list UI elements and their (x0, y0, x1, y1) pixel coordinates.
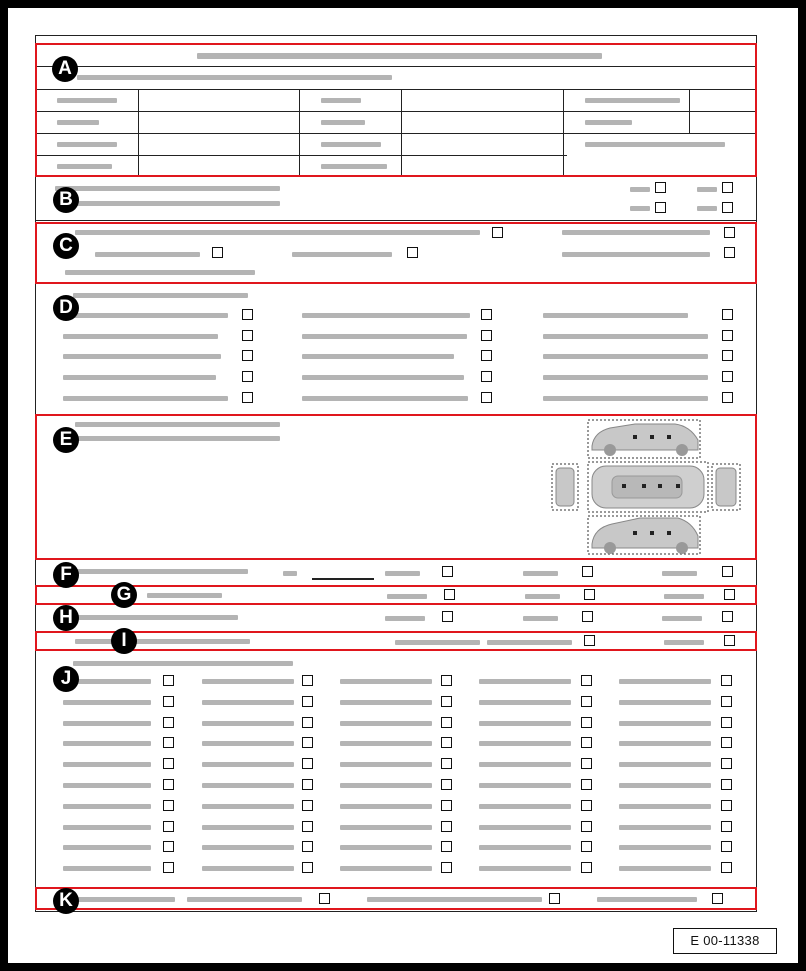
checkbox[interactable] (302, 758, 313, 769)
checkbox[interactable] (492, 227, 503, 238)
checkbox[interactable] (163, 800, 174, 811)
car-side-view-bottom (588, 516, 700, 554)
checkbox[interactable] (722, 566, 733, 577)
checkbox[interactable] (441, 800, 452, 811)
line-placeholder (619, 721, 711, 726)
line-placeholder (619, 783, 711, 788)
checkbox[interactable] (444, 589, 455, 600)
line-placeholder (619, 700, 711, 705)
checkbox[interactable] (722, 392, 733, 403)
line-placeholder (340, 804, 432, 809)
line-placeholder (479, 721, 571, 726)
line-placeholder (479, 741, 571, 746)
line-placeholder (202, 783, 294, 788)
checkbox[interactable] (442, 611, 453, 622)
checkbox[interactable] (481, 371, 492, 382)
line-placeholder (63, 721, 151, 726)
checkbox[interactable] (441, 779, 452, 790)
line-placeholder (340, 845, 432, 850)
field-label-placeholder (321, 98, 361, 103)
checkbox[interactable] (407, 247, 418, 258)
line-placeholder (619, 679, 711, 684)
line-placeholder (619, 804, 711, 809)
checkbox[interactable] (302, 675, 313, 686)
line-placeholder (63, 700, 151, 705)
checkbox[interactable] (712, 893, 723, 904)
section-a (35, 43, 757, 177)
line-placeholder (202, 825, 294, 830)
line-placeholder (202, 700, 294, 705)
line-placeholder (63, 762, 151, 767)
checkbox[interactable] (441, 675, 452, 686)
checkbox[interactable] (163, 717, 174, 728)
checkbox[interactable] (163, 821, 174, 832)
checkbox[interactable] (163, 696, 174, 707)
checkbox[interactable] (581, 800, 592, 811)
line-placeholder (479, 845, 571, 850)
checkbox[interactable] (724, 247, 735, 258)
line-placeholder (63, 783, 151, 788)
section-k (35, 887, 757, 910)
checkbox[interactable] (441, 758, 452, 769)
checkbox[interactable] (242, 371, 253, 382)
checkbox[interactable] (441, 696, 452, 707)
checkbox[interactable] (302, 696, 313, 707)
line-placeholder (202, 741, 294, 746)
checkbox[interactable] (722, 611, 733, 622)
section-f-badge: F (53, 562, 79, 588)
line-placeholder (63, 845, 151, 850)
line-placeholder (479, 825, 571, 830)
checkbox[interactable] (581, 717, 592, 728)
vehicle-damage-diagram (550, 418, 745, 556)
checkbox[interactable] (242, 309, 253, 320)
line-placeholder (63, 741, 151, 746)
field-label-placeholder (57, 120, 99, 125)
field-label-placeholder (585, 98, 680, 103)
checkbox[interactable] (655, 182, 666, 193)
checkbox[interactable] (722, 330, 733, 341)
line-placeholder (479, 804, 571, 809)
checkbox[interactable] (724, 589, 735, 600)
field-label-placeholder (321, 164, 387, 169)
checkbox[interactable] (582, 611, 593, 622)
line-placeholder (202, 866, 294, 871)
checkbox[interactable] (724, 227, 735, 238)
checkbox[interactable] (163, 841, 174, 852)
field-label-placeholder (585, 142, 725, 147)
line-placeholder (479, 783, 571, 788)
checkbox[interactable] (242, 350, 253, 361)
checkbox[interactable] (722, 350, 733, 361)
checkbox[interactable] (721, 779, 732, 790)
line-placeholder (340, 866, 432, 871)
checkbox[interactable] (722, 371, 733, 382)
line-placeholder (340, 741, 432, 746)
line-placeholder (340, 825, 432, 830)
line-placeholder (63, 804, 151, 809)
car-top-view (552, 462, 740, 512)
checkbox[interactable] (581, 821, 592, 832)
checkbox[interactable] (721, 717, 732, 728)
checkbox[interactable] (302, 717, 313, 728)
checkbox[interactable] (242, 392, 253, 403)
checkbox[interactable] (724, 635, 735, 646)
checkbox[interactable] (549, 893, 560, 904)
checkbox[interactable] (655, 202, 666, 213)
line-placeholder (202, 721, 294, 726)
line-placeholder (479, 679, 571, 684)
section-f (35, 562, 757, 584)
line-placeholder (340, 783, 432, 788)
checkbox[interactable] (302, 737, 313, 748)
line-placeholder (619, 845, 711, 850)
checkbox[interactable] (581, 862, 592, 873)
checkbox[interactable] (721, 821, 732, 832)
checkbox[interactable] (441, 841, 452, 852)
checkbox[interactable] (442, 566, 453, 577)
checkbox[interactable] (481, 330, 492, 341)
line-placeholder (63, 825, 151, 830)
line-placeholder (479, 866, 571, 871)
checkbox[interactable] (722, 202, 733, 213)
checkbox[interactable] (163, 779, 174, 790)
line-placeholder (619, 866, 711, 871)
section-k-badge: K (53, 888, 79, 914)
section-h (35, 607, 757, 629)
line-placeholder (619, 741, 711, 746)
checkbox[interactable] (584, 635, 595, 646)
checkbox[interactable] (581, 696, 592, 707)
checkbox[interactable] (302, 821, 313, 832)
field-label-placeholder (321, 120, 365, 125)
checkbox[interactable] (721, 696, 732, 707)
line-placeholder (55, 186, 280, 191)
checkbox[interactable] (319, 893, 330, 904)
line-placeholder (479, 700, 571, 705)
checkbox[interactable] (163, 758, 174, 769)
line-placeholder (619, 762, 711, 767)
line-placeholder (202, 762, 294, 767)
field-label-placeholder (57, 142, 117, 147)
checkbox[interactable] (721, 675, 732, 686)
checkbox[interactable] (481, 392, 492, 403)
line-placeholder (479, 762, 571, 767)
checkbox[interactable] (441, 737, 452, 748)
car-side-view-top (588, 420, 700, 458)
section-a-subtitle-placeholder (77, 75, 392, 80)
line-placeholder (340, 721, 432, 726)
checkbox[interactable] (212, 247, 223, 258)
line-placeholder (202, 804, 294, 809)
checkbox[interactable] (302, 779, 313, 790)
checkbox[interactable] (721, 737, 732, 748)
section-c (35, 222, 757, 284)
figure-reference-label: E 00-11338 (673, 928, 777, 954)
checkbox[interactable] (581, 758, 592, 769)
line-placeholder (340, 700, 432, 705)
section-e-badge: E (53, 427, 79, 453)
line-placeholder (63, 866, 151, 871)
section-d (35, 286, 757, 412)
checkbox[interactable] (721, 841, 732, 852)
checkbox[interactable] (302, 800, 313, 811)
checkbox[interactable] (163, 675, 174, 686)
checkbox[interactable] (581, 675, 592, 686)
checkbox[interactable] (302, 841, 313, 852)
checkbox[interactable] (721, 758, 732, 769)
checkbox[interactable] (721, 862, 732, 873)
checkbox[interactable] (242, 330, 253, 341)
checkbox[interactable] (441, 821, 452, 832)
section-g-badge: G (111, 582, 137, 608)
line-placeholder (340, 679, 432, 684)
checkbox[interactable] (163, 737, 174, 748)
section-b (35, 178, 757, 220)
section-j (35, 653, 757, 885)
section-i (35, 631, 757, 651)
section-j-badge: J (53, 666, 79, 692)
line-placeholder (619, 825, 711, 830)
line-placeholder (55, 201, 280, 206)
checkbox[interactable] (722, 309, 733, 320)
field-label-placeholder (321, 142, 381, 147)
field-label-placeholder (585, 120, 632, 125)
checkbox[interactable] (163, 862, 174, 873)
checkbox[interactable] (584, 589, 595, 600)
line-placeholder (202, 845, 294, 850)
section-i-badge: I (111, 628, 137, 654)
checkbox[interactable] (481, 350, 492, 361)
section-h-badge: H (53, 605, 79, 631)
line-placeholder (202, 679, 294, 684)
checkbox[interactable] (581, 737, 592, 748)
section-a-title-placeholder (197, 53, 602, 59)
section-a-badge: A (52, 56, 78, 82)
checkbox[interactable] (722, 182, 733, 193)
checkbox[interactable] (302, 862, 313, 873)
section-d-badge: D (53, 295, 79, 321)
line-placeholder (340, 762, 432, 767)
checkbox[interactable] (581, 779, 592, 790)
field-label-placeholder (57, 98, 117, 103)
section-g (35, 585, 757, 605)
section-b-badge: B (53, 187, 79, 213)
checkbox[interactable] (481, 309, 492, 320)
checkbox[interactable] (441, 862, 452, 873)
field-label-placeholder (57, 164, 112, 169)
checkbox[interactable] (582, 566, 593, 577)
checkbox[interactable] (721, 800, 732, 811)
checkbox[interactable] (441, 717, 452, 728)
section-c-badge: C (53, 233, 79, 259)
checkbox[interactable] (581, 841, 592, 852)
